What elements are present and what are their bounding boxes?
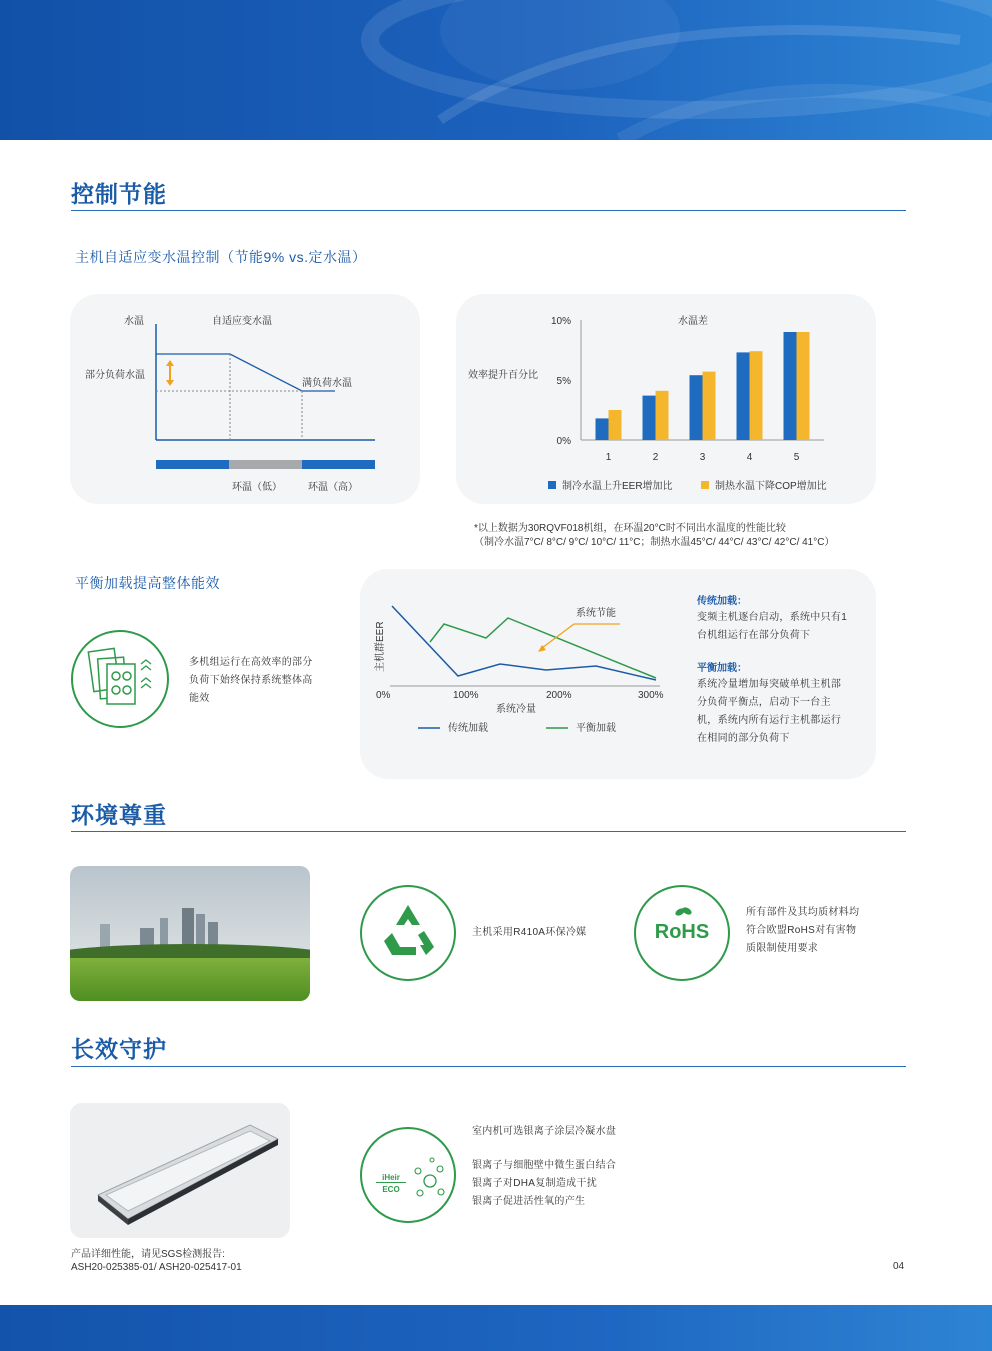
protect-line: 银离子对DHA复制造成干扰 bbox=[472, 1178, 598, 1189]
balance-desc-line: 多机组运行在高效率的部分 bbox=[189, 657, 313, 668]
traditional-title: 传统加载： bbox=[697, 596, 747, 607]
footnote-line2: （制冷水温7°C/ 8°C/ 9°C/ 10°C/ 11°C；制热水温45°C/ 44°C/ 43°C/ 42°C/ 41°C） bbox=[474, 537, 835, 548]
balanced-line: 分负荷平衡点，启动下一台主 bbox=[697, 697, 831, 708]
drain-pan-illustration bbox=[70, 1103, 290, 1238]
rohs-line: 符合欧盟RoHS对有害物 bbox=[746, 925, 857, 936]
bar-chart-card bbox=[456, 294, 876, 504]
chart-bar bbox=[750, 351, 763, 440]
balanced-line: 机，系统内所有运行主机都运行 bbox=[697, 715, 842, 726]
chart-x-tick: 4 bbox=[746, 452, 753, 463]
rohs-line: 质限制使用要求 bbox=[746, 943, 819, 954]
report-line1: 产品详细性能，请见SGS检测报告: bbox=[71, 1249, 225, 1260]
eco-logo-top: iHeir bbox=[376, 1173, 406, 1183]
x-tick: 200% bbox=[546, 690, 572, 701]
recycle-icon bbox=[360, 885, 456, 981]
chart-x-tick: 2 bbox=[652, 452, 659, 463]
footnote-line1: *以上数据为30RQVF018机组，在环温20°C时不同出水温度的性能比较 bbox=[474, 523, 786, 534]
chart-bar bbox=[737, 352, 750, 440]
balance-subtitle: 平衡加载提高整体能效 bbox=[75, 575, 220, 591]
balanced-title: 平衡加载： bbox=[697, 663, 747, 674]
chart-bar bbox=[703, 372, 716, 440]
rohs-logo-text: RoHS bbox=[654, 921, 710, 943]
diagram-curve-label: 自适应变水温 bbox=[212, 316, 272, 327]
x-tick: 300% bbox=[638, 690, 664, 701]
legend-balanced: 平衡加载 bbox=[576, 723, 616, 734]
protect-desc bbox=[472, 1157, 616, 1211]
balance-desc bbox=[189, 654, 313, 708]
legend-swatch bbox=[548, 481, 556, 489]
diagram-high-label: 环温（高） bbox=[308, 482, 358, 493]
rohs-line: 所有部件及其均质材料均 bbox=[746, 907, 860, 918]
balanced-line: 系统冷量增加每突破单机主机部 bbox=[697, 679, 842, 690]
chart-x-tick: 5 bbox=[793, 452, 800, 463]
chart-bar bbox=[797, 332, 810, 440]
chart-bar bbox=[656, 391, 669, 440]
balance-desc-line: 能效 bbox=[189, 693, 210, 704]
drain-pan-photo bbox=[70, 1103, 290, 1238]
protect-line: 银离子与细胞壁中微生蛋白结合 bbox=[472, 1160, 617, 1171]
diagram-y-label: 水温 bbox=[124, 316, 144, 327]
chart-bar bbox=[784, 332, 797, 440]
leaf-icon bbox=[674, 903, 694, 919]
recycle-icon-drawing bbox=[362, 887, 454, 979]
report-note bbox=[71, 1248, 242, 1274]
load-graph-xlabel: 系统冷量 bbox=[496, 704, 536, 715]
section-title-protection: 长效守护 bbox=[71, 1036, 167, 1062]
chart-y-tick: 5% bbox=[556, 376, 571, 387]
molecule-icon bbox=[410, 1155, 446, 1199]
balance-desc-line: 负荷下始终保持系统整体高 bbox=[189, 675, 313, 686]
chart-x-tick: 1 bbox=[605, 452, 612, 463]
traditional-line: 变频主机逐台启动，系统中只有1 bbox=[697, 612, 848, 623]
chart-bar bbox=[690, 375, 703, 440]
legend-label: 制冷水温上升EER增加比 bbox=[562, 481, 673, 492]
unit-icon-drawing bbox=[73, 632, 167, 726]
top-banner bbox=[0, 0, 992, 140]
x-tick: 100% bbox=[453, 690, 479, 701]
chart-y-tick: 0% bbox=[556, 436, 571, 447]
refrigerant-text: 主机采用R410A环保冷媒 bbox=[472, 927, 587, 938]
adaptive-diagram bbox=[70, 294, 420, 504]
protect-line: 银离子促进活性氧的产生 bbox=[472, 1196, 586, 1207]
x-tick: 0% bbox=[376, 690, 391, 701]
ion-eco-icon bbox=[360, 1127, 456, 1223]
diagram-full-label: 满负荷水温 bbox=[302, 378, 352, 389]
legend-swatch bbox=[701, 481, 709, 489]
balanced-line: 在相同的部分负荷下 bbox=[697, 733, 790, 744]
section-rule bbox=[71, 1066, 906, 1067]
adaptive-diagram-card bbox=[70, 294, 420, 504]
chart-bar bbox=[643, 396, 656, 440]
rohs-icon bbox=[634, 885, 730, 981]
chart-bar bbox=[609, 410, 622, 440]
load-graph bbox=[360, 590, 680, 750]
load-explanations bbox=[697, 592, 867, 748]
eco-logo-bottom: ECO bbox=[382, 1185, 400, 1194]
city-photo-illustration bbox=[70, 866, 310, 1001]
adaptive-subtitle: 主机自适应变水温控制（节能9% vs.定水温） bbox=[75, 249, 367, 265]
bottom-banner bbox=[0, 1305, 992, 1351]
chart-bar bbox=[596, 418, 609, 440]
diagram-partial-label: 部分负荷水温 bbox=[85, 370, 145, 381]
diagram-low-label: 环温（低） bbox=[232, 482, 282, 493]
chart-x-tick: 3 bbox=[699, 452, 706, 463]
section-rule bbox=[71, 831, 906, 832]
chart-title: 水温差 bbox=[678, 316, 708, 327]
chart-y-tick: 10% bbox=[550, 316, 571, 327]
load-graph-ylabel: 主机群EER bbox=[375, 621, 386, 672]
traditional-line: 台机组运行在部分负荷下 bbox=[697, 630, 811, 641]
protect-line0: 室内机可选银离子涂层冷凝水盘 bbox=[472, 1126, 617, 1137]
report-line2: ASH20-025385-01/ ASH20-025417-01 bbox=[71, 1262, 242, 1273]
legend-label: 制热水温下降COP增加比 bbox=[715, 481, 827, 492]
rohs-desc bbox=[746, 904, 859, 958]
section-title-control: 控制节能 bbox=[71, 181, 167, 207]
section-rule bbox=[71, 210, 906, 211]
bar-chart bbox=[456, 294, 876, 504]
section-title-environment: 环境尊重 bbox=[71, 802, 167, 828]
legend-traditional: 传统加载 bbox=[448, 723, 488, 734]
city-photo bbox=[70, 866, 310, 1001]
multi-unit-icon bbox=[71, 630, 169, 728]
leaf-decoration bbox=[0, 0, 992, 140]
chart-ylabel: 效率提升百分比 bbox=[468, 370, 538, 381]
page-number: 04 bbox=[893, 1261, 905, 1272]
saving-label: 系统节能 bbox=[576, 608, 616, 619]
